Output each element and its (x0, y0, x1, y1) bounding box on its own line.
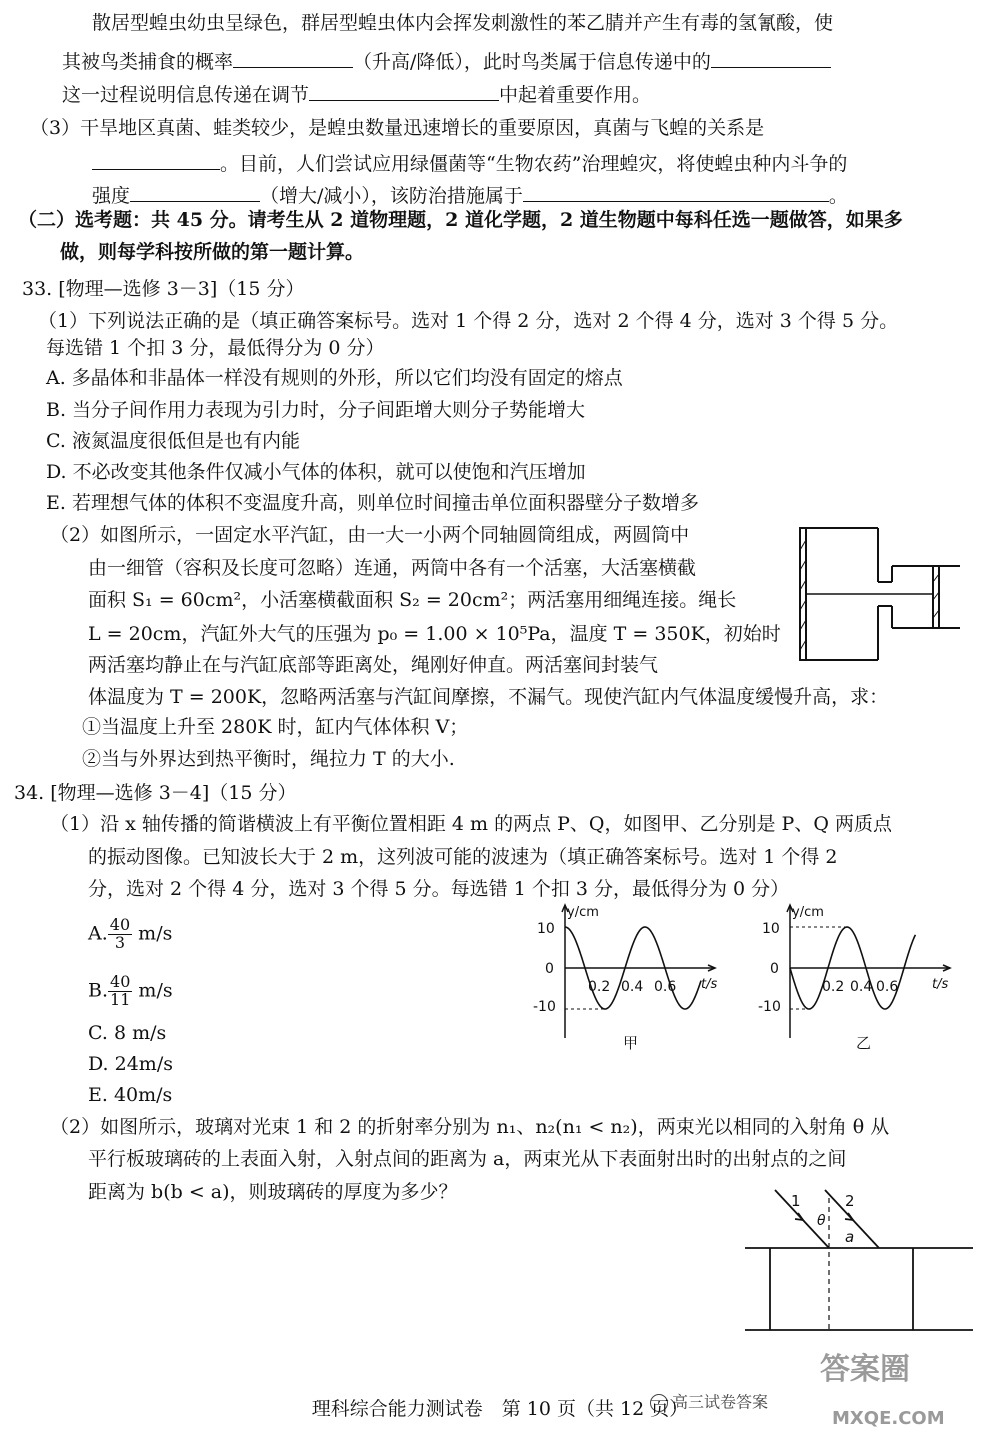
blank-2[interactable] (711, 51, 831, 68)
beam-2-label: 2 (845, 1192, 855, 1210)
q33-option-b: B. 当分子间作用力表现为引力时，分子间距增大则分子势能增大 (46, 399, 586, 421)
q33-p1-line-1: （1）下列说法正确的是（填正确答案标号。选对 1 个得 2 分，选对 2 个得 4 分，选对 3 个得 5 分。 (38, 310, 899, 332)
bio-line-3: 这一过程说明信息传递在调节 中起着重要作用。 (62, 84, 652, 106)
x-tick-0.4: 0.4 (621, 979, 644, 995)
glass-slab-figure (745, 1180, 975, 1340)
bio-line-2: 其被鸟类捕食的概率 （升高/降低），此时鸟类属于信息传递中的 (62, 51, 831, 72)
y-axis-label: y/cm (567, 905, 599, 920)
q33-p2-line-1: （2）如图所示，一固定水平汽缸，由一大一小两个同轴圆筒组成，两圆筒中 (50, 524, 690, 546)
q33-option-a: A. 多晶体和非晶体一样没有规则的外形，所以它们均没有固定的熔点 (46, 367, 623, 389)
y-tick-neg10: -10 (758, 999, 781, 1015)
x-tick-0.4: 0.4 (850, 979, 873, 995)
watermark-brand: 高三试卷答案 (650, 1394, 768, 1412)
q33-p1-line-2: 每选错 1 个扣 3 分，最低得分为 0 分） (46, 337, 385, 359)
x-tick-0.6: 0.6 (654, 979, 677, 995)
blank-4[interactable] (92, 153, 220, 170)
theta-label: θ (817, 1213, 826, 1229)
x-tick-0.2: 0.2 (588, 979, 611, 995)
watermark-site: MXQE.COM (832, 1408, 945, 1429)
q33-p2-line-2: 由一细管（容积及长度可忽略）连通，两筒中各有一个活塞，大活塞横截 (88, 557, 697, 579)
q34-option-b: B. $\frac{40}{11}$ m/s (88, 972, 173, 1009)
q34-p1-line-1: （1）沿 x 轴传播的简谐横波上有平衡位置相距 4 m 的两点 P、Q，如图甲、乙分别是 P、Q 两质点 (50, 813, 892, 835)
q33-option-d: D. 不必改变其他条件仅减小气体的体积，就可以使饱和汽压增加 (46, 461, 586, 483)
y-tick-10: 10 (537, 921, 555, 937)
blank-1[interactable] (233, 51, 353, 68)
y-tick-0: 0 (770, 961, 779, 977)
elective-line-2: 做，则每学科按所做的第一题计算。 (60, 241, 365, 263)
blank-3[interactable] (309, 84, 499, 101)
bio-line-1: 散居型蝗虫幼虫呈绿色，群居型蝗虫体内会挥发刺激性的苯乙腈并产生有毒的氢氰酸，使 (92, 12, 834, 34)
vibration-graph-yi (750, 900, 970, 1050)
q34-option-e: E. 40m/s (88, 1084, 173, 1106)
bio-q3-line-1: （3）干旱地区真菌、蛙类较少，是蝗虫数量迅速增长的重要原因，真菌与飞蝗的关系是 (30, 117, 765, 139)
elective-line-1: （二）选考题：共 45 分。请考生从 2 道物理题，2 道化学题，2 道生物题中每科任选一题做答，如果多 (18, 209, 903, 231)
q34-title: 34. [物理—选修 3－4]（15 分） (14, 782, 297, 804)
q33-option-c: C. 液氮温度很低但是也有内能 (46, 430, 300, 452)
blank-6[interactable] (523, 185, 829, 202)
bio-q3-line-2: 。目前，人们尝试应用绿僵菌等“生物农药”治理蝗灾，将使蝗虫种内斗争的 (92, 153, 847, 174)
x-tick-0.6: 0.6 (876, 979, 899, 995)
y-tick-0: 0 (545, 961, 554, 977)
beam-1-label: 1 (791, 1192, 801, 1210)
x-tick-0.2: 0.2 (822, 979, 845, 995)
blank-5[interactable] (130, 185, 260, 202)
watermark-logo: 答案圈 (820, 1352, 910, 1387)
q33-title: 33. [物理—选修 3－3]（15 分） (22, 278, 305, 300)
q33-p2-line-5: 两活塞均静止在与汽缸底部等距离处，绳刚好伸直。两活塞间封装气 (88, 654, 659, 676)
q33-p2-line-3: 面积 S₁ = 60cm²，小活塞横截面积 S₂ = 20cm²；两活塞用细绳连接。绳长 (88, 589, 737, 611)
vibration-graph-jia (525, 900, 725, 1050)
q34-p2-line-2: 平行板玻璃砖的上表面入射，入射点间的距离为 a，两束光从下表面射出时的出射点的之间 (88, 1148, 847, 1170)
q34-option-d: D. 24m/s (88, 1053, 173, 1075)
q33-p2-line-8: ②当与外界达到热平衡时，绳拉力 T 的大小. (82, 748, 455, 770)
q33-p2-line-7: ①当温度上升至 280K 时，缸内气体体积 V； (82, 716, 469, 738)
q34-p2-line-1: （2）如图所示，玻璃对光束 1 和 2 的折射率分别为 n₁、n₂(n₁ < n₂)，两束光以相同的入射角 θ 从 (50, 1116, 890, 1138)
q34-p2-line-3: 距离为 b(b < a)，则玻璃砖的厚度为多少？ (88, 1181, 458, 1203)
graph-caption-jia: 甲 (623, 1034, 639, 1052)
q34-option-a: A. $\frac{40}{3}$ m/s (88, 915, 173, 952)
x-axis-label: t/s (701, 977, 718, 992)
distance-a-label: a (845, 1228, 855, 1246)
x-axis-label: t/s (932, 977, 949, 992)
y-tick-neg10: -10 (533, 999, 556, 1015)
fraction-40-3: $\frac{40}{3}$ (109, 915, 131, 952)
q34-option-c: C. 8 m/s (88, 1022, 167, 1044)
y-tick-10: 10 (762, 921, 780, 937)
q33-p2-line-6: 体温度为 T = 200K，忽略两活塞与汽缸间摩擦，不漏气。现使汽缸内气体温度缓慢升高，求： (88, 686, 889, 708)
q34-p1-line-2: 的振动图像。已知波长大于 2 m，这列波可能的波速为（填正确答案标号。选对 1 个得 2 (88, 846, 838, 868)
bio-q3-line-3: 强度 （增大/减小），该防治措施属于 。 (92, 185, 848, 207)
q34-p1-line-3: 分，选对 2 个得 4 分，选对 3 个得 5 分。每选错 1 个扣 3 分，最低得分为 0 分） (88, 878, 790, 900)
page-footer: 理科综合能力测试卷 第 10 页（共 12 页） (311, 1398, 689, 1420)
graph-caption-yi: 乙 (856, 1034, 872, 1052)
cylinder-figure (770, 520, 970, 670)
q33-p2-line-4: L = 20cm，汽缸外大气的压强为 p₀ = 1.00 × 10⁵Pa，温度 T = 350K，初始时 (88, 623, 781, 645)
y-axis-label: y/cm (792, 905, 824, 920)
fraction-40-11: $\frac{40}{11}$ (110, 972, 131, 1009)
q33-option-e: E. 若理想气体的体积不变温度升高，则单位时间撞击单位面积器壁分子数增多 (46, 492, 699, 514)
